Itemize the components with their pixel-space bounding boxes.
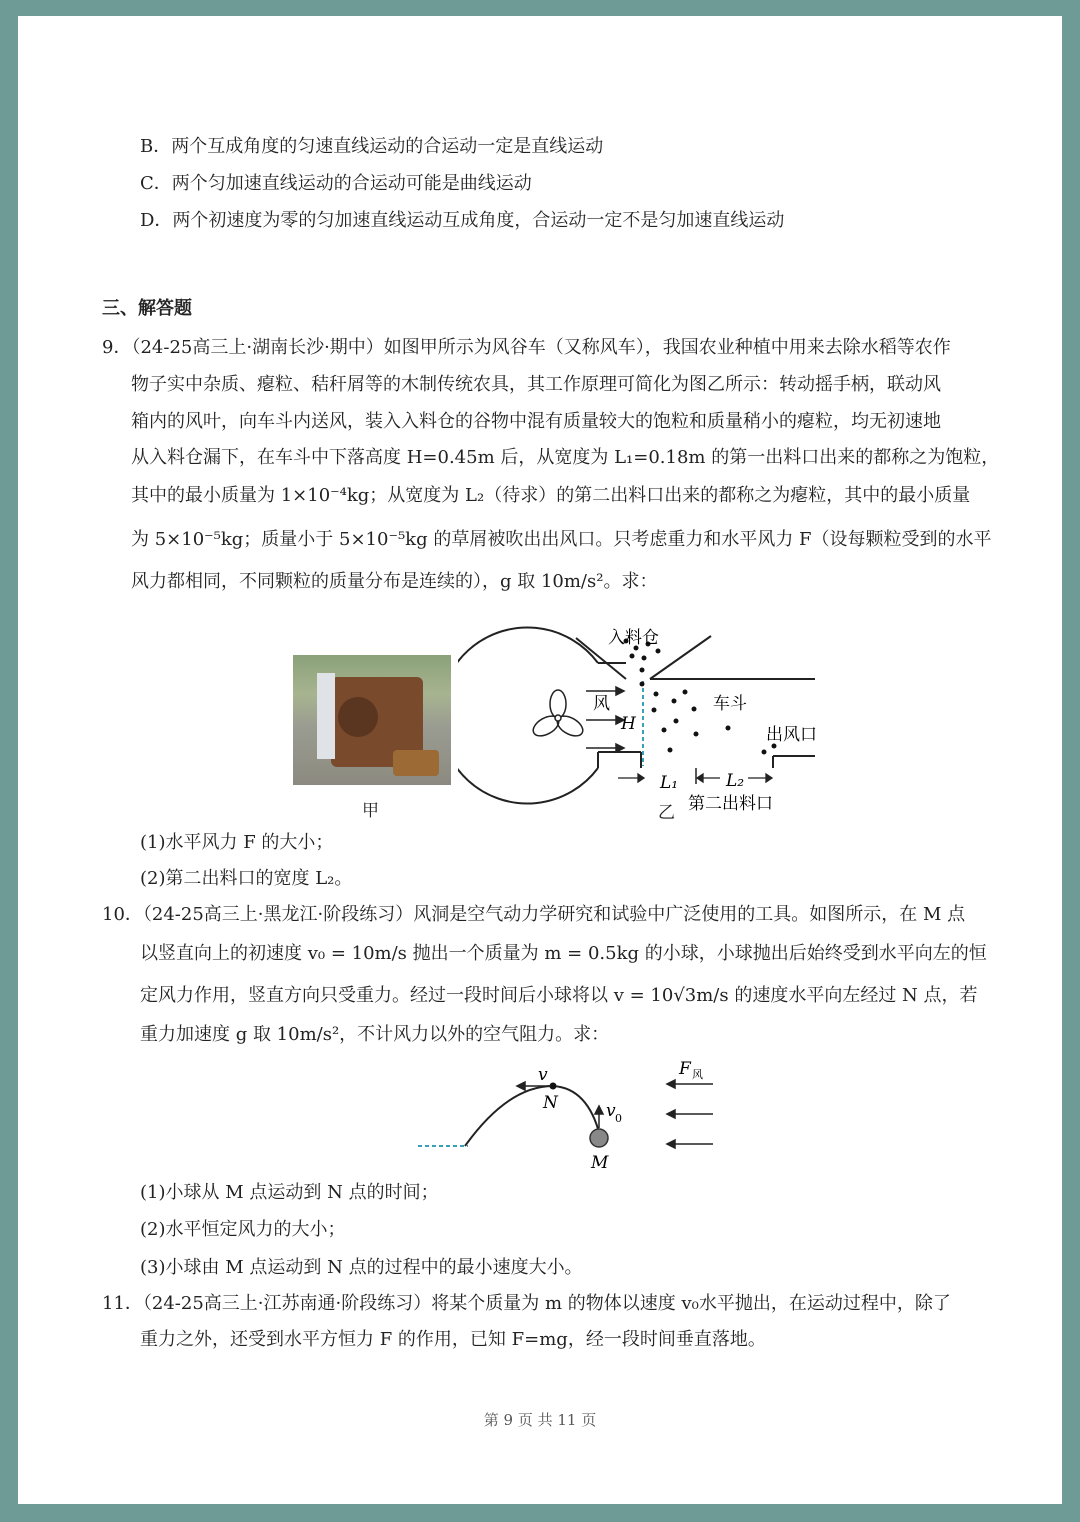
- velocity-v-arrow: [517, 1082, 525, 1090]
- v-label: v: [538, 1065, 548, 1085]
- q9-line-1: 9．（24-25高三上·湖南长沙·期中）如图甲所示为风谷车（又称风车），我国农业种植中用来去除水稻等农作: [102, 337, 951, 358]
- basket-shape: [393, 750, 439, 776]
- width-markers: [618, 774, 772, 782]
- q10-sub-1: (1)小球从 M 点运动到 N 点的时间；: [140, 1182, 439, 1203]
- q10-line-1: 10．（24-25高三上·黑龙江·阶段练习）风洞是空气动力学研究和试验中广泛使用的工具。如图所示，在 M 点: [102, 904, 966, 925]
- hopper-right-wall: [650, 636, 711, 679]
- q9-line-5: 其中的最小质量为 1×10⁻⁴kg；从宽度为 L₂（待求）的第二出料口出来的都称之为瘪粒，其中的最小质量: [131, 485, 971, 506]
- option-d: D．两个初速度为零的匀加速直线运动互成角度，合运动一定不是匀加速直线运动: [140, 210, 785, 231]
- ball-at-m: [590, 1129, 608, 1147]
- option-b: B．两个互成角度的匀速直线运动的合运动一定是直线运动: [140, 136, 604, 157]
- m-label: M: [591, 1153, 609, 1171]
- q9-sub-2: (2)第二出料口的宽度 L₂。: [140, 868, 353, 889]
- q9-line-6: 为 5×10⁻⁵kg；质量小于 5×10⁻⁵kg 的草屑被吹出出风口。只考虑重力和水平风力 F（设每颗粒受到的水平: [131, 529, 992, 550]
- q9-sub-1: (1)水平风力 F 的大小；: [140, 832, 334, 853]
- v0-label: v: [606, 1101, 616, 1121]
- trajectory-curve: [465, 1086, 600, 1146]
- wind-tunnel-diagram: [413, 1056, 713, 1171]
- diagram-caption: 乙: [658, 803, 675, 823]
- q10-line-3: 定风力作用，竖直方向只受重力。经过一段时间后小球将以 v = 10√3m/s 的速度水平向左经过 N 点，若: [140, 985, 978, 1006]
- winnowing-machine-photo: [293, 655, 451, 785]
- q10-line-4: 重力加速度 g 取 10m/s²，不计风力以外的空气阻力。求：: [140, 1024, 610, 1045]
- q11-line-2: 重力之外，还受到水平方恒力 F 的作用，已知 F=mg，经一段时间垂直落地。: [140, 1329, 766, 1350]
- fan-blades: [530, 690, 586, 740]
- section-title: 三、解答题: [102, 298, 192, 319]
- l2-label: L₂: [726, 771, 745, 791]
- person-figure: [317, 673, 335, 759]
- page-footer: 第 9 页 共 11 页: [483, 1411, 597, 1429]
- q10-sub-2: (2)水平恒定风力的大小；: [140, 1219, 346, 1240]
- velocity-v0-arrow: [595, 1106, 603, 1114]
- q9-line-2: 物子实中杂质、瘪粒、秸秆屑等的木制传统农具，其工作原理可简化为图乙所示：转动摇手柄，联动风: [131, 374, 941, 395]
- grain-dots: [624, 639, 777, 755]
- n-label: N: [543, 1093, 558, 1113]
- q10-line-2: 以竖直向上的初速度 v₀ = 10m/s 抛出一个质量为 m = 0.5kg 的小球，小球抛出后始终受到水平向左的恒: [140, 943, 987, 964]
- force-subscript: 风: [692, 1068, 703, 1081]
- q9-line-3: 箱内的风叶，向车斗内送风，装入入料仓的谷物中混有质量较大的饱粒和质量稍小的瘪粒，均无初速地: [131, 411, 941, 432]
- photo-caption: 甲: [362, 801, 379, 821]
- document-page: [18, 16, 1062, 1504]
- winnower-diagram: [458, 606, 828, 821]
- q11-line-1: 11．（24-25高三上·江苏南通·阶段练习）将某个质量为 m 的物体以速度 v₀水平抛出，在运动过程中，除了: [102, 1293, 951, 1314]
- v0-subscript: 0: [615, 1112, 622, 1125]
- hopper-body-label: 车斗: [713, 694, 747, 714]
- force-label: F: [679, 1059, 691, 1079]
- q10-sub-3: (3)小球由 M 点运动到 N 点的过程中的最小速度大小。: [140, 1257, 583, 1278]
- q9-line-7: 风力都相同，不同颗粒的质量分布是连续的），g 取 10m/s²。求：: [131, 571, 658, 592]
- wind-label: 风: [593, 694, 610, 714]
- l1-label: L₁: [660, 773, 679, 793]
- second-outlet-label: 第二出料口: [688, 794, 773, 814]
- fan-housing: [458, 628, 598, 804]
- option-c: C．两个匀加速直线运动的合运动可能是曲线运动: [140, 173, 532, 194]
- q9-line-4: 从入料仓漏下，在车斗中下落高度 H=0.45m 后，从宽度为 L₁=0.18m 的第一出料口出来的都称之为饱粒，: [131, 447, 1000, 468]
- machine-wheel: [338, 697, 378, 737]
- hopper-label: 入料仓: [608, 628, 659, 648]
- height-label: H: [621, 714, 636, 734]
- outlet-label: 出风口: [766, 725, 817, 745]
